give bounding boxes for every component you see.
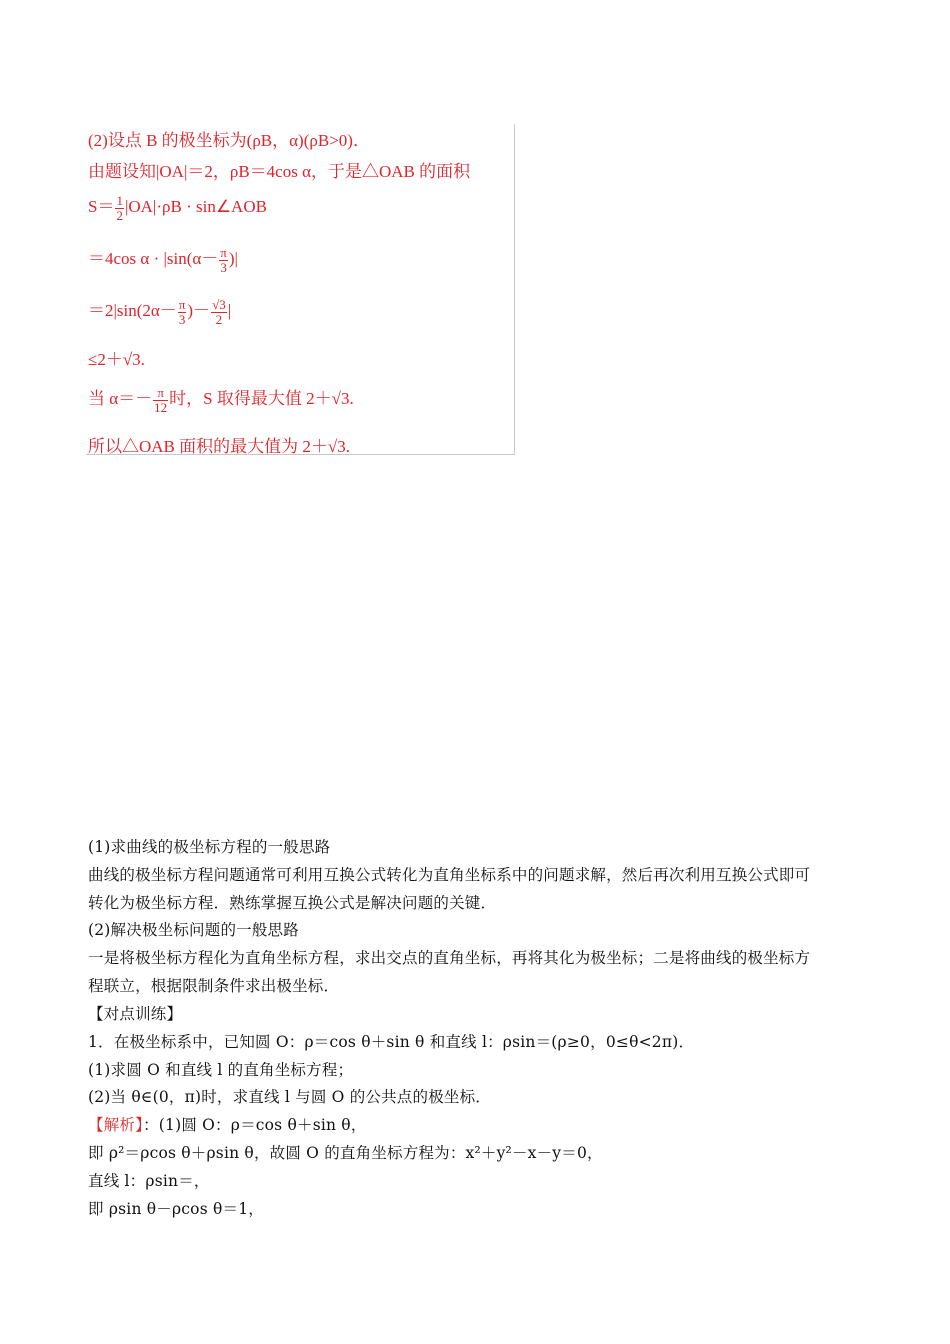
denominator: 2 (215, 311, 223, 327)
paragraph-line: 曲线的极坐标方程问题通常可利用互换公式转化为直角坐标系中的问题求解，然后再次利用互换公式即可 (88, 866, 811, 884)
denominator: 12 (154, 399, 168, 415)
fraction (153, 386, 168, 415)
numerator: 1 (116, 192, 123, 208)
formula-suffix: 时，S 取得最大值 2＋√3. (169, 389, 354, 408)
formula-suffix: |OA|·ρB · sin∠AOB (124, 197, 267, 216)
analysis-label: 【解析】 (88, 1116, 144, 1134)
training-heading: 【对点训练】 (88, 1005, 183, 1023)
solution-line-6: ≤2＋√3. (88, 350, 145, 369)
solution-line-1: (2)设点 B 的极坐标为(ρB，α)(ρB>0)． (88, 131, 370, 150)
fraction (219, 246, 228, 275)
solution-line-7 (88, 384, 354, 415)
section-heading-2: (2)解决极坐标问题的一般思路 (88, 921, 299, 939)
formula-prefix: 当 α＝－ (88, 389, 153, 408)
denominator: 3 (178, 311, 186, 327)
solution-line-4 (88, 244, 238, 275)
solution-line-5 (88, 296, 231, 327)
solution-line: 即 ρsin θ－ρcos θ＝1， (88, 1200, 264, 1218)
fraction (211, 298, 227, 327)
formula-middle: )－ (187, 301, 211, 320)
problem-statement: 1．在极坐标系中，已知圆 O：ρ＝cos θ＋sin θ 和直线 l：ρsin＝(ρ≥0，0≤θ<2π)． (88, 1033, 695, 1051)
numerator: π (178, 296, 186, 312)
numerator: π (220, 244, 227, 260)
denominator: 3 (220, 259, 227, 275)
solution-line-3 (88, 192, 267, 223)
section-heading-1: (1)求曲线的极坐标方程的一般思路 (88, 838, 331, 856)
solution-line: 即 ρ²＝ρcos θ＋ρsin θ，故圆 O 的直角坐标方程为：x²＋y²－x－y＝0， (88, 1144, 603, 1162)
numerator: √3 (212, 296, 226, 312)
paragraph-line: 程联立，根据限制条件求出极坐标． (88, 977, 340, 995)
fraction (115, 194, 124, 223)
fraction (178, 298, 187, 327)
problem-part-1: (1)求圆 O 和直线 l 的直角坐标方程； (88, 1061, 354, 1079)
solution-line-8: 所以△OAB 面积的最大值为 2＋√3. (88, 437, 350, 456)
solution-start (88, 1113, 367, 1135)
formula-suffix: | (227, 301, 232, 320)
formula-prefix: ＝2|sin(2α－ (88, 301, 177, 320)
formula-prefix: S＝ (88, 197, 115, 216)
problem-part-2: (2)当 θ∈(0，π)时，求直线 l 与圆 O 的公共点的极坐标． (88, 1088, 492, 1106)
numerator: π (153, 386, 168, 401)
paragraph-line: 转化为极坐标方程．熟练掌握互换公式是解决问题的关键． (88, 894, 497, 912)
analysis-text: ：(1)圆 O：ρ＝cos θ＋sin θ， (143, 1116, 367, 1134)
paragraph-line: 一是将极坐标方程化为直角坐标方程，求出交点的直角坐标，再将其化为极坐标；二是将曲线的极坐标方 (88, 949, 811, 967)
solution-line: 直线 l：ρsin＝， (88, 1172, 210, 1190)
solution-line-2: 由题设知|OA|＝2，ρB＝4cos α，于是△OAB 的面积 (88, 162, 471, 181)
formula-prefix: ＝4cos α · |sin(α－ (88, 249, 219, 268)
formula-suffix: )| (228, 249, 238, 268)
denominator: 2 (116, 207, 123, 223)
